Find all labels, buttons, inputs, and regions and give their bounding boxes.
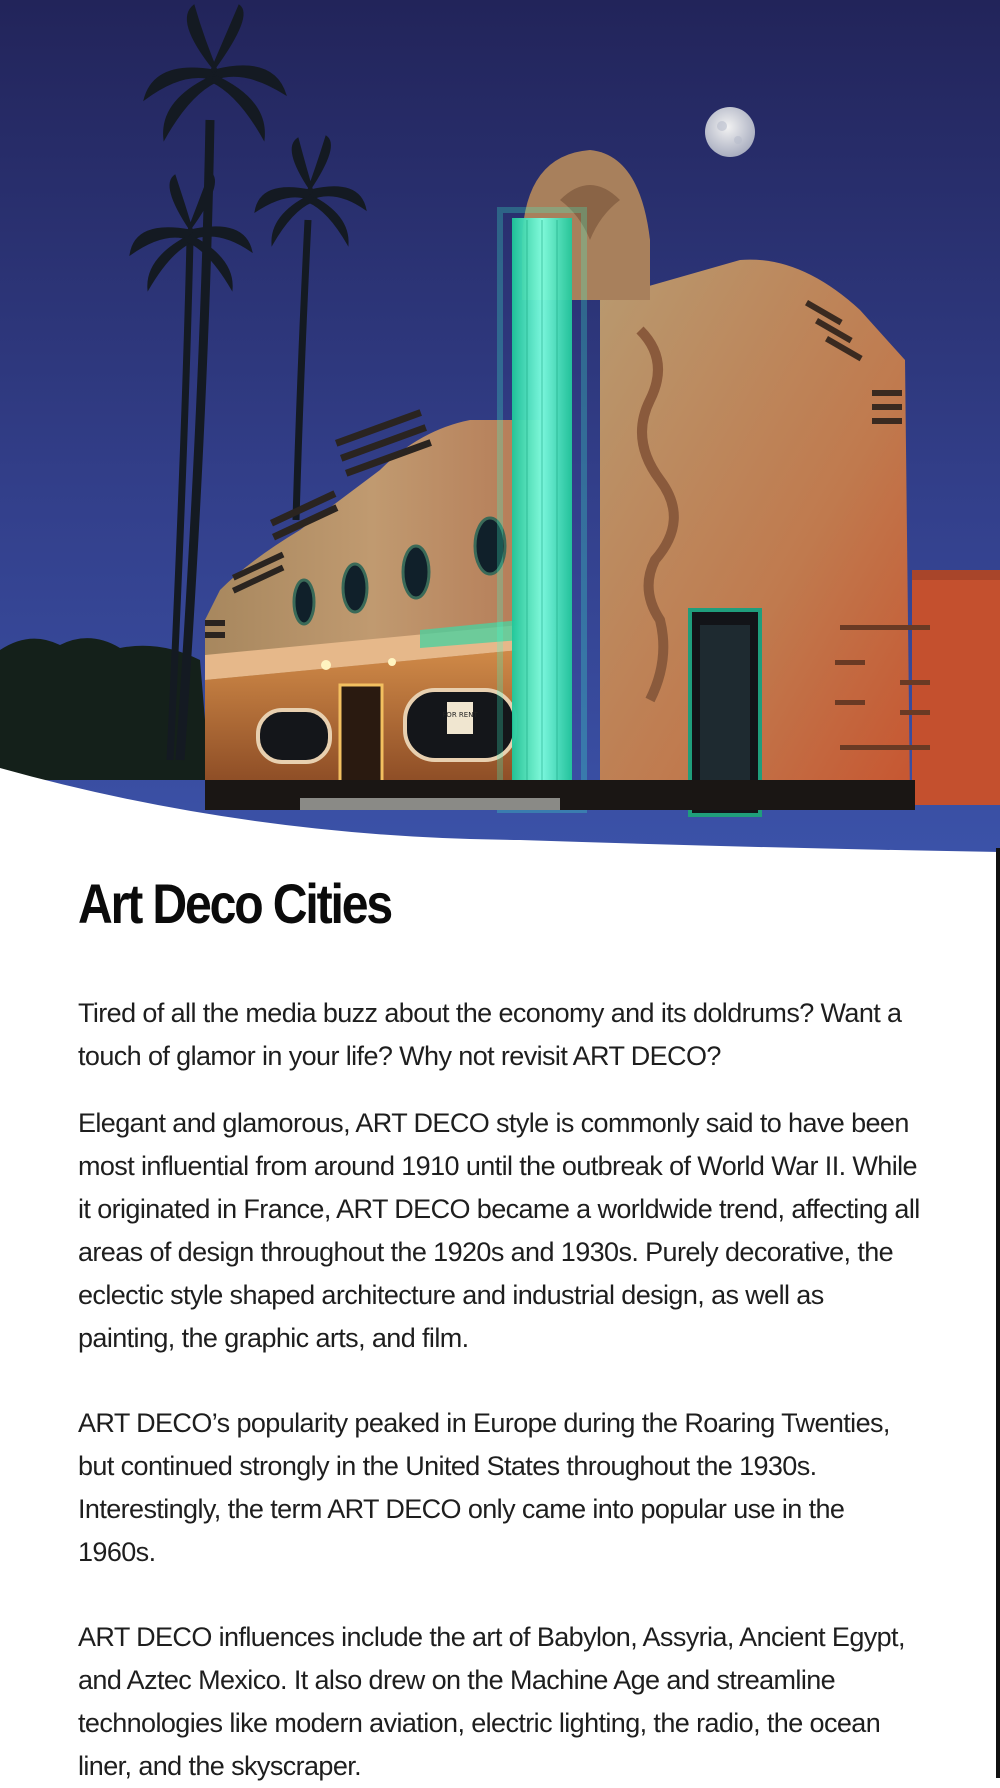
svg-text:FOR RENT: FOR RENT <box>442 711 478 719</box>
entrance-door <box>340 685 382 785</box>
moon <box>705 107 755 157</box>
article <box>78 872 924 1788</box>
page-edge <box>996 848 1000 1778</box>
hero-image <box>0 0 1000 852</box>
influences-paragraph: ART DECO influences include the art of Babylon, Assyria, Ancient Egypt, and Aztec Mexico. It also drew on the Machine Age and streamline technologies like modern aviation, electric lighting, the radio, the ocean liner, and the skyscraper. <box>78 1622 905 1781</box>
side-building <box>912 575 1000 805</box>
popularity-paragraph: ART DECO’s popularity peaked in Europe during the Roaring Twenties, but continued strongly in the United States throughout the 1930s. Interestingly, the term ART DECO only came into popular use in the 1960s. <box>78 1408 890 1567</box>
intro-paragraph: Tired of all the media buzz about the economy and its doldrums? Want a touch of glamor in your life? Why not revisit ART DECO? <box>78 998 902 1071</box>
history-paragraph: Elegant and glamorous, ART DECO style is commonly said to have been most influential from around 1910 until the outbreak of World War II. While it originated in France, ART DECO became a worldwide trend, affecting all areas of design throughout the 1920s and 1930s. Purely decorative, the eclectic style shaped architecture and industrial design, as well as painting, the graphic arts, and film. <box>78 1108 920 1353</box>
page-title: Art Deco Cities <box>78 872 391 935</box>
